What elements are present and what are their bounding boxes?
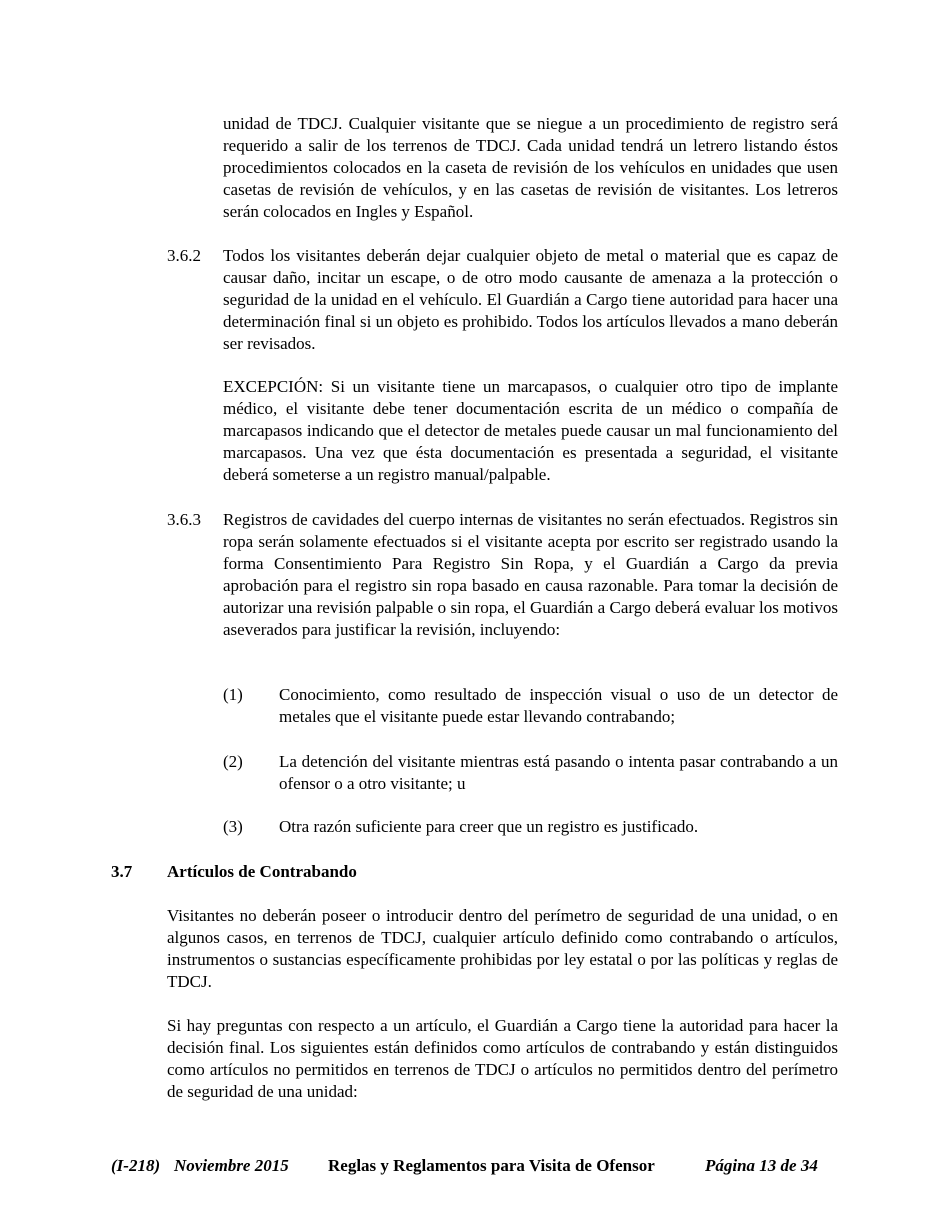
list-item: Otra razón suficiente para creer que un registro es justificado. [279,817,699,836]
section-3-7-paragraph-2: Si hay preguntas con respecto a un artículo, el Guardián a Cargo tiene la autoridad para hacer la decisión final. Los siguientes están definidos como artículos de contrabando y están distinguidos como artículos no permitidos en terrenos de TDCJ o artículos no permitidos dentro del perímetro de seguridad de una unidad: [167,1016,838,1101]
section-3-6-2-text: Todos los visitantes deberán dejar cualquier objeto de metal o material que es capaz de causar daño, incitar un escape, o de otro modo causante de amenaza a la protección o seguridad de la unidad en el vehículo. El Guardián a Cargo tiene autoridad para hacer una determinación final si un objeto es prohibido. Todos los artículos llevados a mano deberán ser revisados. [223,246,838,353]
list-item-number: (2) [223,752,243,771]
page-footer [0,1155,950,1177]
exception-paragraph: EXCEPCIÓN: Si un visitante tiene un marcapasos, o cualquier otro tipo de implante médico, el visitante debe tener documentación escrita de un médico o compañía de marcapasos indicando que el detector de metales puede causar un mal funcionamiento del marcapasos. Una vez que ésta documentación es presentada a seguridad, el visitante deberá someterse a un registro manual/palpable. [223,377,838,484]
footer-page-number: Página 13 de 34 [705,1156,818,1175]
footer-date: Noviembre 2015 [174,1156,289,1175]
section-3-6-3-number: 3.6.3 [167,510,201,529]
list-item-number: (1) [223,685,243,704]
section-3-7-title: Artículos de Contrabando [167,862,357,881]
section-3-7-paragraph-1: Visitantes no deberán poseer o introducir dentro del perímetro de seguridad de una unidad, o en algunos casos, en terrenos de TDCJ, cualquier artículo definido como contrabando o artículos, instrumentos o sustancias específicamente prohibidas por ley estatal o por las políticas y reglas de TDCJ. [167,906,838,991]
section-3-6-2-number: 3.6.2 [167,246,201,265]
list-item: Conocimiento, como resultado de inspección visual o uso de un detector de metales que el visitante puede estar llevando contrabando; [279,685,838,726]
section-3-6-3-text: Registros de cavidades del cuerpo internas de visitantes no serán efectuados. Registros sin ropa serán solamente efectuados si el visitante acepta por escrito ser registrado usando la forma Consentimiento Para Registro Sin Ropa, y el Guardián a Cargo da previa aprobación para el registro sin ropa basado en causa razonable. Para tomar la decisión de autorizar una revisión palpable o sin ropa, el Guardián a Cargo deberá evaluar los motivos aseverados para justificar la revisión, incluyendo: [223,510,838,639]
footer-form-id: (I-218) [111,1156,161,1175]
continuation-paragraph: unidad de TDCJ. Cualquier visitante que se niegue a un procedimiento de registro será requerido a salir de los terrenos de TDCJ. Cada unidad tendrá un letrero listando éstos procedimientos colocados en la caseta de revisión de los vehículos en unidades que usen casetas de revisión de vehículos, y en las casetas de revisión de visitantes. Los letreros serán colocados en Ingles y Español. [223,114,838,221]
section-3-7-number: 3.7 [111,862,133,881]
footer-title: Reglas y Reglamentos para Visita de Ofensor [328,1156,655,1175]
list-item: La detención del visitante mientras está pasando o intenta pasar contrabando a un ofensor o a otro visitante; u [279,752,838,793]
list-item-number: (3) [223,817,243,836]
